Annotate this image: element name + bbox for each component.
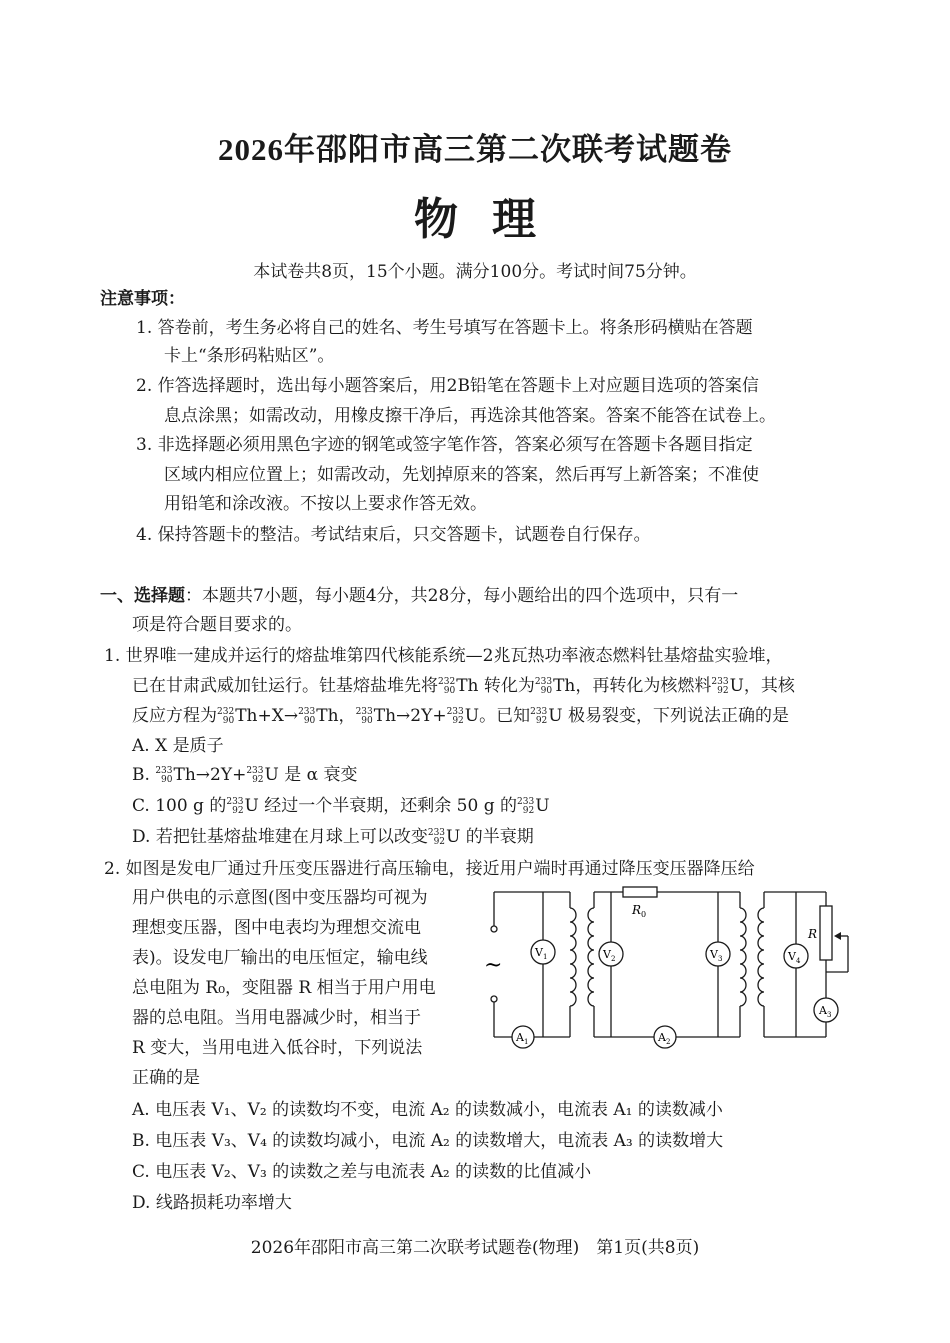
q2-line-1: 2. 如图是发电厂通过升压变压器进行高压输电，接近用户端时再通过降压变压器降压给: [104, 859, 755, 879]
q1-text: Th+X→: [235, 706, 299, 726]
nuclide-u233: 233 92: [427, 827, 446, 847]
voltmeter-v2: $V_2$: [603, 948, 616, 963]
exam-info: 本试卷共8页，15个小题。满分100分。考试时间75分钟。: [253, 262, 697, 282]
q2-option-d[interactable]: D. 线路损耗功率增大: [132, 1193, 292, 1213]
nuclide-th233: 233 90: [355, 706, 373, 726]
section1-intro-2: 项是符合题目要求的。: [132, 615, 302, 635]
q2-line-8: 正确的是: [132, 1068, 200, 1088]
exam-title: 2026年邵阳市高三第二次联考试题卷: [218, 132, 732, 167]
q1-text: U 极易裂变，下列说法正确的是: [548, 706, 790, 726]
section1-intro: [100, 585, 738, 607]
q2-option-c[interactable]: C. 电压表 V₂、V₃ 的读数之差与电流表 A₂ 的读数的比值减小: [132, 1162, 592, 1182]
notes-item-3c: 用铅笔和涂改液。不按以上要求作答无效。: [164, 494, 487, 514]
q1-text: Th→2Y+: [373, 706, 447, 726]
nuclide-th232: 232 90: [438, 676, 456, 696]
q2-line-5: 总电阻为 R₀，变阻器 R 相当于用户用电: [132, 978, 436, 998]
q2-option-a[interactable]: A. 电压表 V₁、V₂ 的读数均不变，电流 A₂ 的读数减小，电流表 A₁ 的读数减小: [132, 1100, 723, 1120]
q1-line-3: [132, 705, 789, 727]
q1-option-c[interactable]: C. 100 g 的 233 92 U 经过一个半衰期，还剩余 50 g 的 233 92 U: [132, 796, 550, 816]
q1-text: 已在甘肃武威加钍运行。钍基熔盐堆先将: [132, 676, 438, 696]
rheostat-label: R: [808, 927, 818, 941]
notes-item-2a: 2. 作答选择题时，选出每小题答案后，用2B铅笔在答题卡上对应题目选项的答案信: [136, 376, 759, 396]
nuclide-u233: 233 92: [517, 796, 535, 816]
notes-item-1b: 卡上“条形码粘贴区”。: [164, 346, 335, 366]
section1-intro-text: ：本题共7小题，每小题4分，共28分，每小题给出的四个选项中，只有一: [185, 586, 739, 606]
q2-option-b[interactable]: B. 电压表 V₃、V₄ 的读数均减小，电流 A₂ 的读数增大，电流表 A₃ 的读数增大: [132, 1131, 724, 1151]
nuclide-th233: 233 90: [155, 765, 173, 785]
ammeter-a1: $A_1$: [516, 1031, 529, 1046]
ammeter-a3: $A_3$: [819, 1004, 832, 1019]
q2-line-7: R 变大，当用电进入低谷时，下列说法: [132, 1038, 423, 1058]
q2-line-4: 表)。设发电厂输出的电压恒定，输电线: [132, 948, 428, 968]
section1-label: 一、选择题: [100, 586, 185, 606]
q1-text: Th，再转化为核燃料: [553, 676, 712, 696]
notes-item-3b: 区域内相应位置上；如需改动，先划掉原来的答案，然后再写上新答案；不准使: [164, 465, 759, 485]
nuclide-th233: 233 90: [298, 706, 316, 726]
notes-item-4: 4. 保持答题卡的整洁。考试结束后，只交答题卡，试题卷自行保存。: [136, 525, 651, 545]
notes-item-1a: 1. 答卷前，考生务必将自己的姓名、考生号填写在答题卡上。将条形码横贴在答题: [136, 318, 753, 338]
ac-source-symbol: ~: [484, 953, 503, 978]
q1-option-b[interactable]: B. 233 90 Th→2Y+ 233 92 U 是 α 衰变: [132, 765, 358, 785]
q1-text: U，其核: [729, 676, 795, 696]
nuclide-u233: 233 92: [446, 706, 464, 726]
q1-text: Th，: [316, 706, 356, 726]
notes-heading: 注意事项：: [100, 289, 185, 309]
q1-text: 反应方程为: [132, 706, 217, 726]
r0-label: $R_0$: [632, 903, 647, 919]
page-footer: 2026年邵阳市高三第二次联考试题卷(物理) 第1页(共8页): [250, 1238, 700, 1258]
ammeter-a2: $A_2$: [658, 1031, 671, 1046]
nuclide-th232: 232 90: [217, 706, 235, 726]
nuclide-u233: 233 92: [226, 796, 244, 816]
q1-option-a[interactable]: A. X 是质子: [132, 736, 224, 756]
q1-text: U。已知: [464, 706, 531, 726]
voltmeter-v3: $V_3$: [710, 948, 723, 963]
nuclide-u233: 233 92: [530, 706, 548, 726]
q2-line-3: 理想变压器，图中电表均为理想交流电: [132, 918, 421, 938]
q1-option-d[interactable]: D. 若把钍基熔盐堆建在月球上可以改变 233 92 U 的半衰期: [132, 827, 534, 847]
q1-line-2: [132, 675, 795, 697]
q2-line-2: 用户供电的示意图(图中变压器均可视为: [132, 888, 428, 908]
nuclide-th233: 233 90: [534, 676, 553, 696]
q1-text: Th 转化为: [456, 676, 535, 696]
notes-item-2b: 息点涂黑；如需改动，用橡皮擦干净后，再选涂其他答案。答案不能答在试卷上。: [164, 406, 776, 426]
voltmeter-v1: $V_1$: [535, 946, 548, 961]
circuit-diagram: [478, 880, 858, 1050]
q2-line-6: 器的总电阻。当用电器减少时，相当于: [132, 1008, 421, 1028]
notes-item-3a: 3. 非选择题必须用黑色字迹的钢笔或签字笔作答，答案必须写在答题卡各题目指定: [136, 435, 753, 455]
subject-title: 物理: [414, 195, 570, 244]
q1-line-1: 1. 世界唯一建成并运行的熔盐堆第四代核能系统—2兆瓦热功率液态燃料钍基熔盐实验堆，: [104, 646, 783, 666]
nuclide-u233: 233 92: [246, 765, 264, 785]
voltmeter-v4: $V_4$: [788, 950, 801, 965]
nuclide-u233: 233 92: [711, 676, 729, 696]
